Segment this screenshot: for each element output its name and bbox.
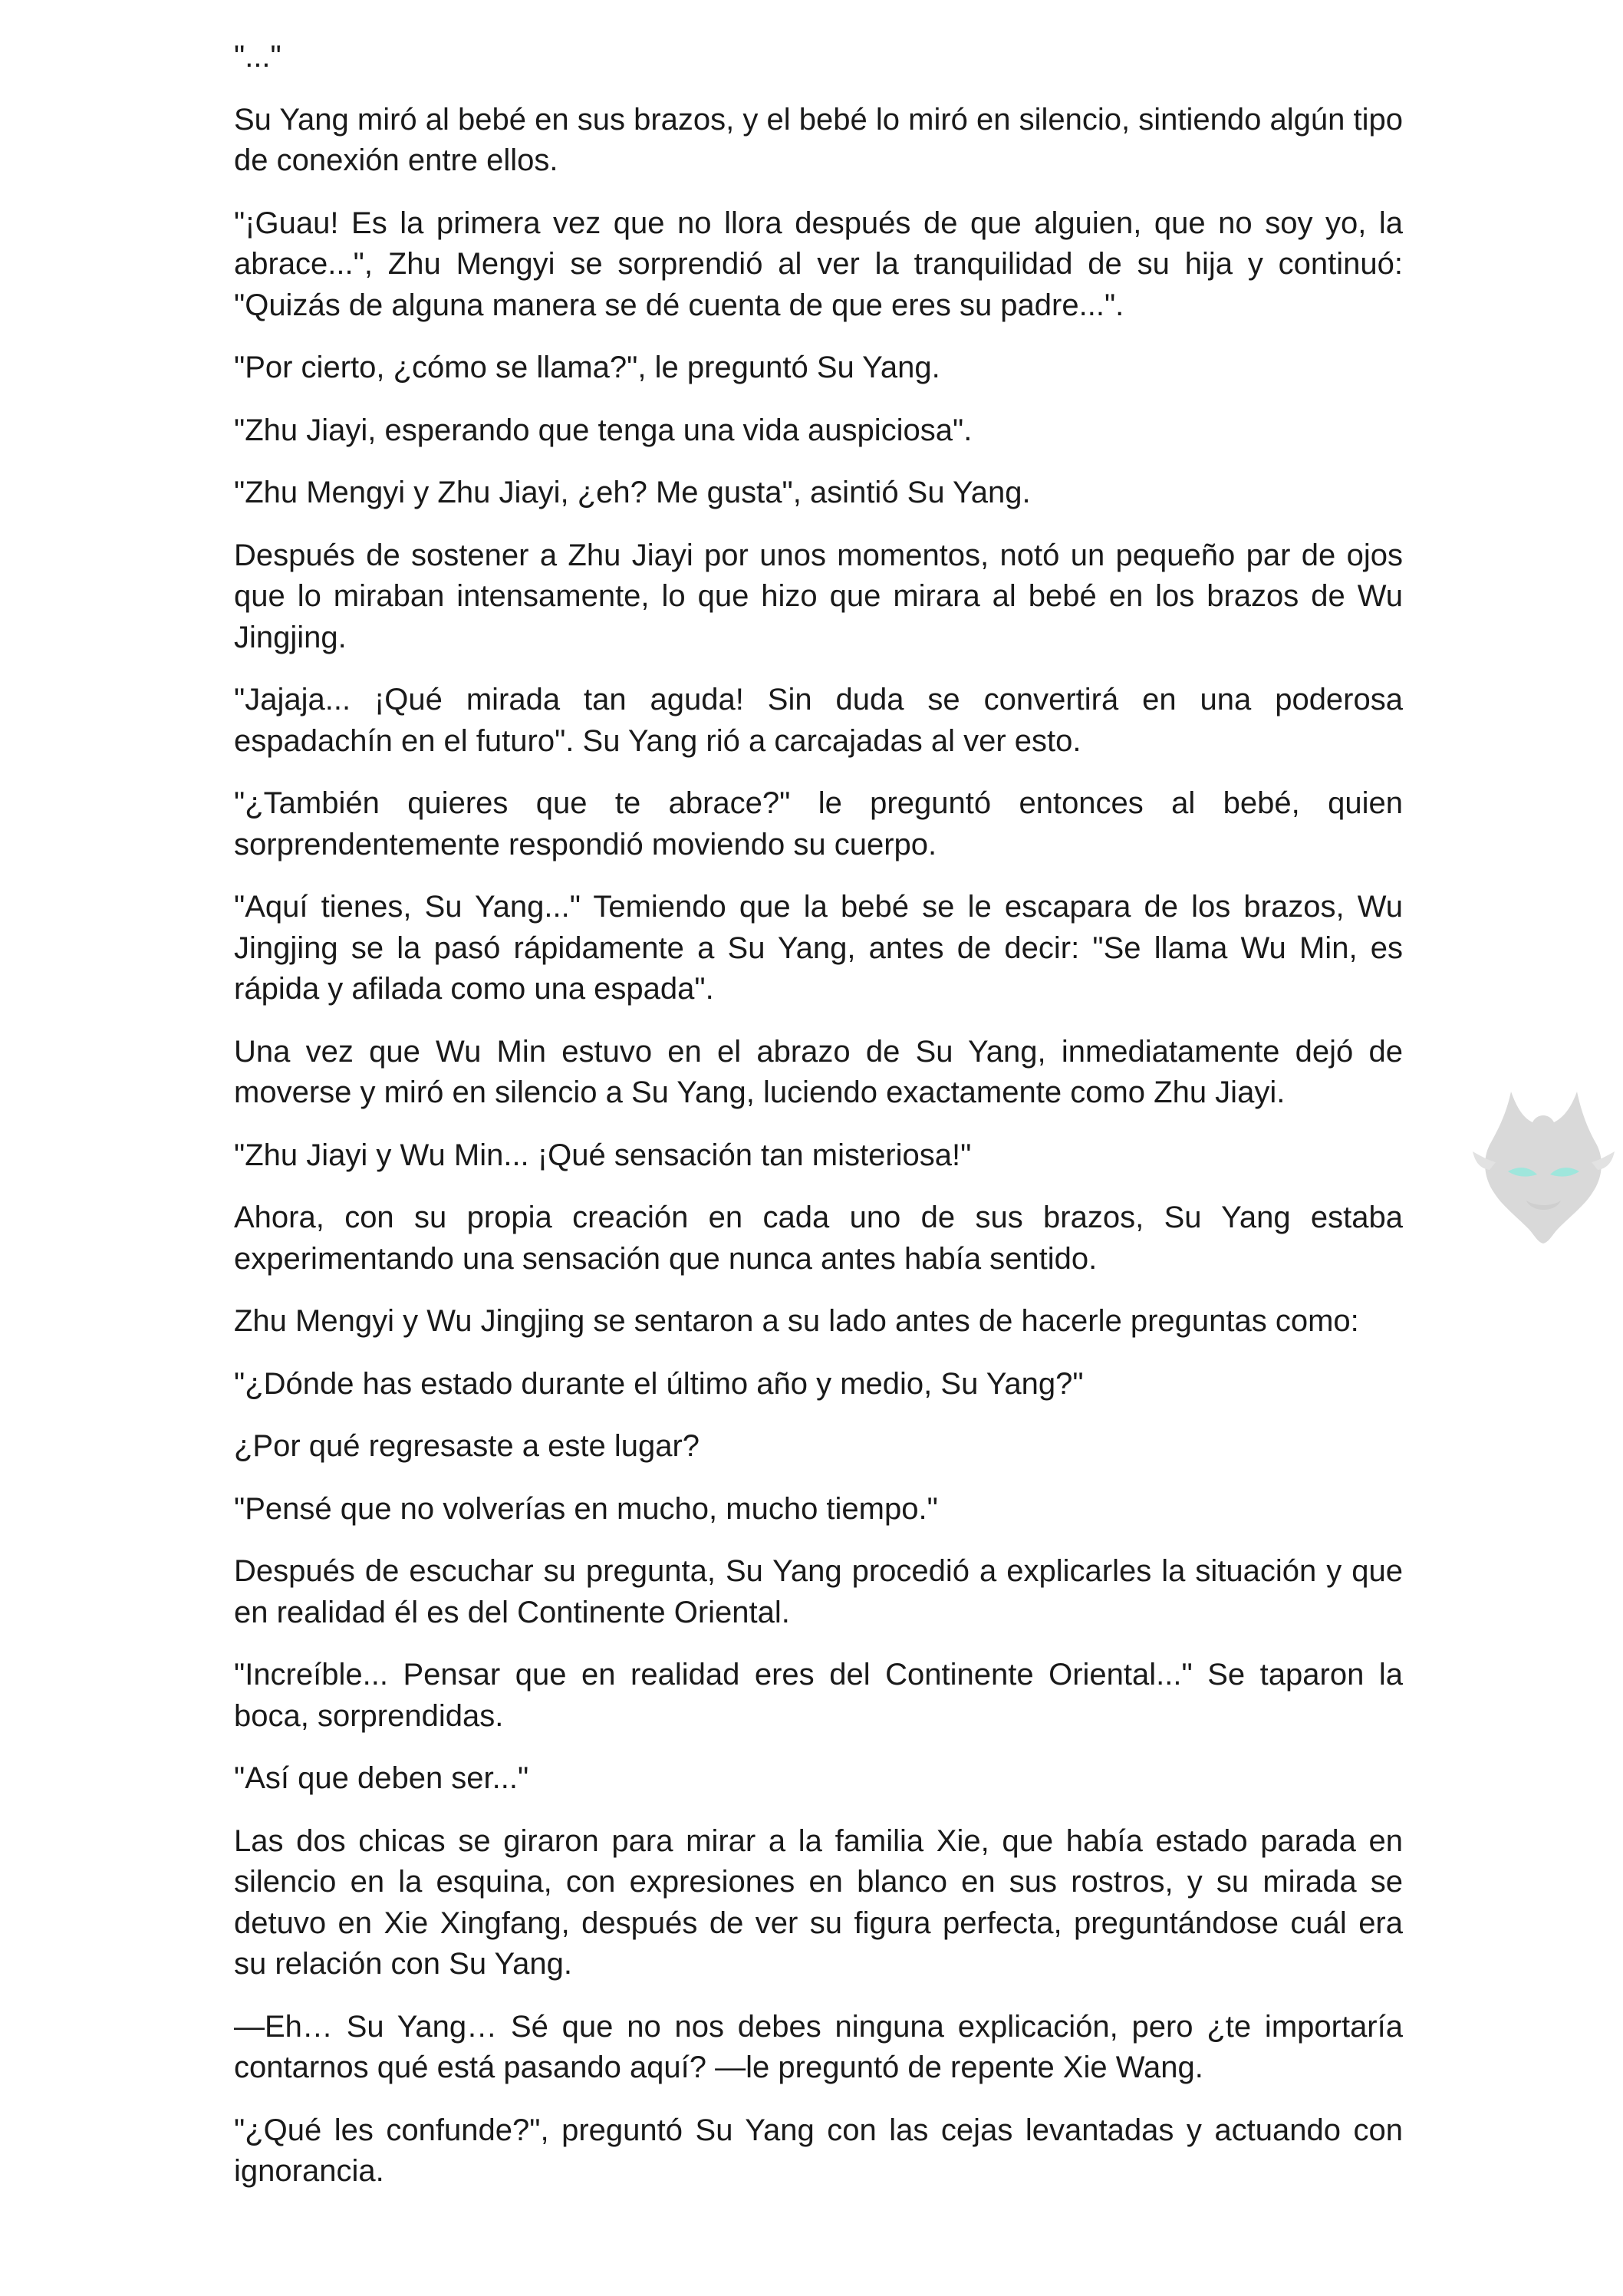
paragraph: "Zhu Mengyi y Zhu Jiayi, ¿eh? Me gusta", asintió Su Yang. <box>234 476 1031 509</box>
paragraph: "¿Qué les confunde?", preguntó Su Yang con las cejas levantadas y actuando con ignorancia. <box>234 2113 1403 2188</box>
paragraph: "¡Guau! Es la primera vez que no llora después de que alguien, que no soy yo, la abrace...", Zhu Mengyi se sorprendió al ver la tranquilidad de su hija y continuó: "Quizás de alguna manera se dé cuenta de que eres su padre...". <box>234 206 1403 322</box>
paragraph: Las dos chicas se giraron para mirar a la familia Xie, que había estado parada en silencio en la esquina, con expresiones en blanco en sus rostros, y su mirada se detuvo en Xie Xingfang, después de ver su figura perfecta, preguntándose cuál era su relación con Su Yang. <box>234 1823 1403 1981</box>
paragraph: "Por cierto, ¿cómo se llama?", le preguntó Su Yang. <box>234 351 940 384</box>
paragraph: Zhu Mengyi y Wu Jingjing se sentaron a su lado antes de hacerle preguntas como: <box>234 1304 1359 1338</box>
paragraph: Una vez que Wu Min estuvo en el abrazo de Su Yang, inmediatamente dejó de moverse y miró en silencio a Su Yang, luciendo exactamente como Zhu Jiayi. <box>234 1034 1403 1109</box>
paragraph: ¿Por qué regresaste a este lugar? <box>234 1429 700 1463</box>
paragraph: —Eh… Su Yang… Sé que no nos debes ninguna explicación, pero ¿te importaría contarnos qué está pasando aquí? —le preguntó de repente Xie Wang. <box>234 2009 1403 2084</box>
document-body <box>234 37 1403 2214</box>
paragraph: "..." <box>234 40 281 74</box>
paragraph: "Jajaja... ¡Qué mirada tan aguda! Sin duda se convertirá en una poderosa espadachín en el futuro". Su Yang rió a carcajadas al ver esto. <box>234 683 1403 758</box>
paragraph: "¿Dónde has estado durante el último año y medio, Su Yang?" <box>234 1366 1084 1401</box>
paragraph: "¿También quieres que te abrace?" le preguntó entonces al bebé, quien sorprendentemente respondió moviendo su cuerpo. <box>234 786 1403 861</box>
paragraph: "Increíble... Pensar que en realidad eres del Continente Oriental..." Se taparon la boca, sorprendidas. <box>234 1658 1403 1733</box>
paragraph: "Aquí tienes, Su Yang..." Temiendo que la bebé se le escapara de los brazos, Wu Jingjing se la pasó rápidamente a Su Yang, antes de decir: "Se llama Wu Min, es rápida y afilada como una espada". <box>234 890 1403 1006</box>
paragraph: "Pensé que no volverías en mucho, mucho tiempo." <box>234 1491 938 1526</box>
paragraph: Después de escuchar su pregunta, Su Yang procedió a explicarles la situación y que en realidad él es del Continente Oriental. <box>234 1554 1403 1629</box>
paragraph: "Zhu Jiayi y Wu Min... ¡Qué sensación tan misteriosa!" <box>234 1138 972 1172</box>
paragraph: Su Yang miró al bebé en sus brazos, y el bebé lo miró en silencio, sintiendo algún tipo de conexión entre ellos. <box>234 102 1403 177</box>
paragraph: "Zhu Jiayi, esperando que tenga una vida auspiciosa". <box>234 413 973 447</box>
demon-head-icon <box>1473 1078 1615 1247</box>
paragraph: Después de sostener a Zhu Jiayi por unos momentos, notó un pequeño par de ojos que lo miraban intensamente, lo que hizo que mirara al bebé en los brazos de Wu Jingjing. <box>234 538 1403 654</box>
paragraph: "Así que deben ser..." <box>234 1761 529 1795</box>
paragraph: Ahora, con su propia creación en cada uno de sus brazos, Su Yang estaba experimentando una sensación que nunca antes había sentido. <box>234 1201 1403 1276</box>
